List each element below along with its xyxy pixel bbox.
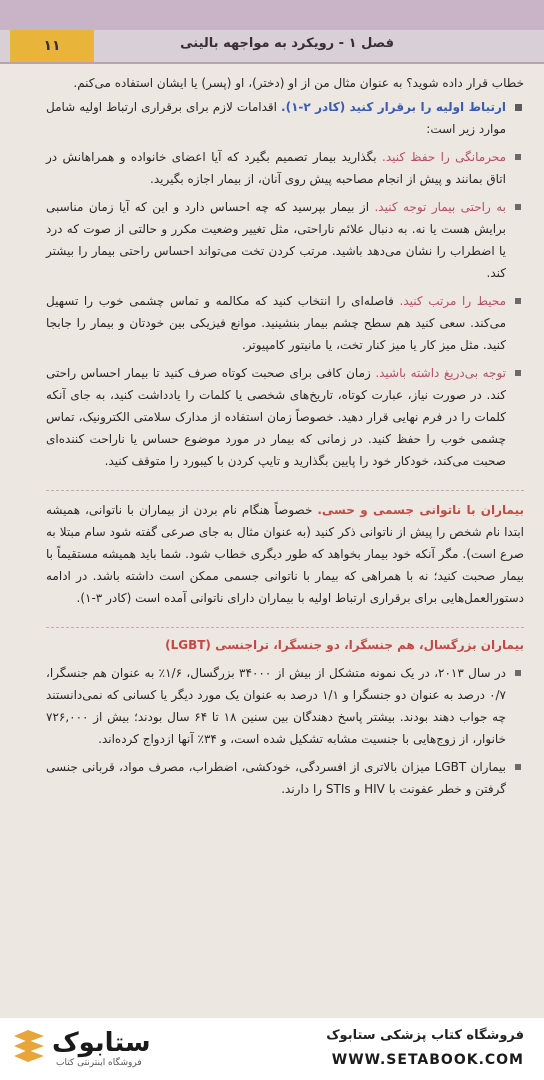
- store-url[interactable]: WWW.SETABOOK.COM: [331, 1052, 524, 1068]
- top-strip: [0, 0, 544, 30]
- item-text: از بیمار بپرسید که چه احساس دارد و این که آیا زمان مناسبی برایش هست یا نه. به دنبال علائم ناراحتی، مثل تغییر وضعیت مکرر و حالتی از صوت که درد یا اضطراب را نشان می‌دهد باشید. مرتب کردن تخت می‌تواند احساس راحتی بیمار را بیشتر کند.: [46, 200, 506, 280]
- disability-text: خصوصاً هنگام نام بردن از بیماران با ناتوانی، همیشه ابتدا نام شخص را پیش از ناتوانی ذکر کنید (به عنوان مثال به جای صرعی گفته شود سام مبتلا به صرع است). مگر آنکه خود بیمار بخواهد که طور دیگری خطاب شود. شما باید همیشه مستقیماً با بیمار صحبت کنید؛ نه با همراهی که بیمار با ناتوانی جسمی ممکن است داشته باشد. در ادامه دستورالعمل‌هایی برای برقراری ارتباط اولیه با بیماران دارای ناتوانی آمده است (کادر ۳-۱).: [46, 503, 524, 605]
- logo-subtext: فروشگاه اینترنتی کتاب: [56, 1058, 142, 1068]
- dashed-divider: [46, 490, 524, 491]
- rapport-heading: ارتباط اولیه را برقرار کنید (کادر ۲-۱).: [281, 100, 506, 114]
- item-text: زمان کافی برای صحبت کوتاه صرف کنید تا بیمار احساس راحتی کند. در صورت نیاز، عبارت کوتاه، تاریخ‌های شخصی یا کلمات را یادداشت کنید، به جای آنکه کلمات را در فرم نهایی قرار دهید. خصوصاً زمان استفاده از مدارک سلامتی الکترونیک، تماس چشمی خوب را حفظ کنید. در زمانی که بیمار در مورد موضوع حساس یا ناراحت کننده‌ای صحبت می‌کند، خودکار خود را پایین بگذارید و تایپ کردن با کیبورد را متوقف کنید.: [46, 366, 506, 468]
- item-text: در سال ۲۰۱۳، در یک نمونه متشکل از بیش از ۳۴۰۰۰ بزرگسال، ۱/۶٪ به عنوان هم جنسگرا، ۰/۷ درصد به عنوان دو جنسگرا و ۱/۱ درصد به عنوان یک مورد دیگر یا کسانی که نمی‌دانستند چه جواب دهند بودند. بیشتر پاسخ دهندگان بین سنین ۱۸ تا ۶۴ سال بودند؛ بیش از ۷۲۶,۰۰۰ خانوار، از زوج‌هایی با جنسیت مشابه تشکیل شده است، و ۳۴٪ آنها ازدواج کرده‌اند.: [46, 666, 506, 746]
- item-text: فاصله‌ای را انتخاب کنید که مکالمه و تماس چشمی خوب را تسهیل می‌کند. سعی کنید هم سطح چشم بیمار بنشینید. موانع فیزیکی بین خودتان و بیمار را جابجا کنید. مثل میز کار یا میز کنار تخت، یا مانیتور کامپیوتر.: [46, 294, 506, 352]
- running-header: [0, 30, 544, 64]
- chapter-title: فصل ۱ - رویکرد به مواجهه بالینی: [180, 36, 394, 51]
- item-lead: به راحتی بیمار توجه کنید.: [374, 200, 506, 214]
- dashed-divider: [46, 627, 524, 628]
- rapport-bullet: [46, 96, 524, 140]
- square-bullet-icon: [515, 204, 521, 210]
- logo-text: ستابوک: [52, 1028, 151, 1058]
- list-item: [46, 362, 524, 472]
- item-lead: محیط را مرتب کنید.: [399, 294, 507, 308]
- item-lead: محرمانگی را حفظ کنید.: [382, 150, 507, 164]
- square-bullet-icon: [515, 104, 522, 111]
- square-bullet-icon: [515, 670, 521, 676]
- page-number: ۱۱: [10, 30, 94, 62]
- list-item: [46, 662, 524, 750]
- square-bullet-icon: [515, 370, 521, 376]
- list-item: [46, 196, 524, 284]
- store-name: فروشگاه کتاب پزشکی ستابوک: [326, 1028, 524, 1043]
- item-text: بیماران LGBT میزان بالاتری از افسردگی، خودکشی، اضطراب، مصرف مواد، قربانی جنسی گرفتن و خطر عفونت با HIV و STIs را دارند.: [46, 760, 507, 796]
- intro-paragraph: خطاب قرار داده شوید؟ به عنوان مثال من از او (دختر)، او (پسر) یا ایشان استفاده می‌کنم.: [73, 76, 524, 90]
- list-item: [46, 756, 524, 800]
- square-bullet-icon: [515, 154, 521, 160]
- page-body: [46, 72, 524, 800]
- list-item: [46, 290, 524, 356]
- item-lead: توجه بی‌دریغ داشته باشید.: [375, 366, 506, 380]
- disability-paragraph: [46, 499, 524, 609]
- square-bullet-icon: [515, 764, 521, 770]
- store-logo: [12, 1026, 212, 1072]
- lgbt-heading: بیماران بزرگسال، هم جنسگرا، دو جنسگرا، تراجنسی (LGBT): [165, 638, 524, 652]
- footer-banner: [0, 1018, 544, 1080]
- rapport-text: اقدامات لازم برای برقراری ارتباط اولیه شامل موارد زیر است:: [46, 100, 506, 136]
- logo-mark-icon: [12, 1028, 46, 1068]
- disability-heading: بیماران با ناتوانی جسمی و حسی.: [317, 503, 524, 517]
- square-bullet-icon: [515, 298, 521, 304]
- list-item: [46, 146, 524, 190]
- item-text: بگذارید بیمار تصمیم بگیرد که آیا اعضای خانواده و همراهانش در اتاق بمانند و پیش از انجام مصاحبه پیش روی آنان، از بیمار اجازه بگیرید.: [46, 150, 506, 186]
